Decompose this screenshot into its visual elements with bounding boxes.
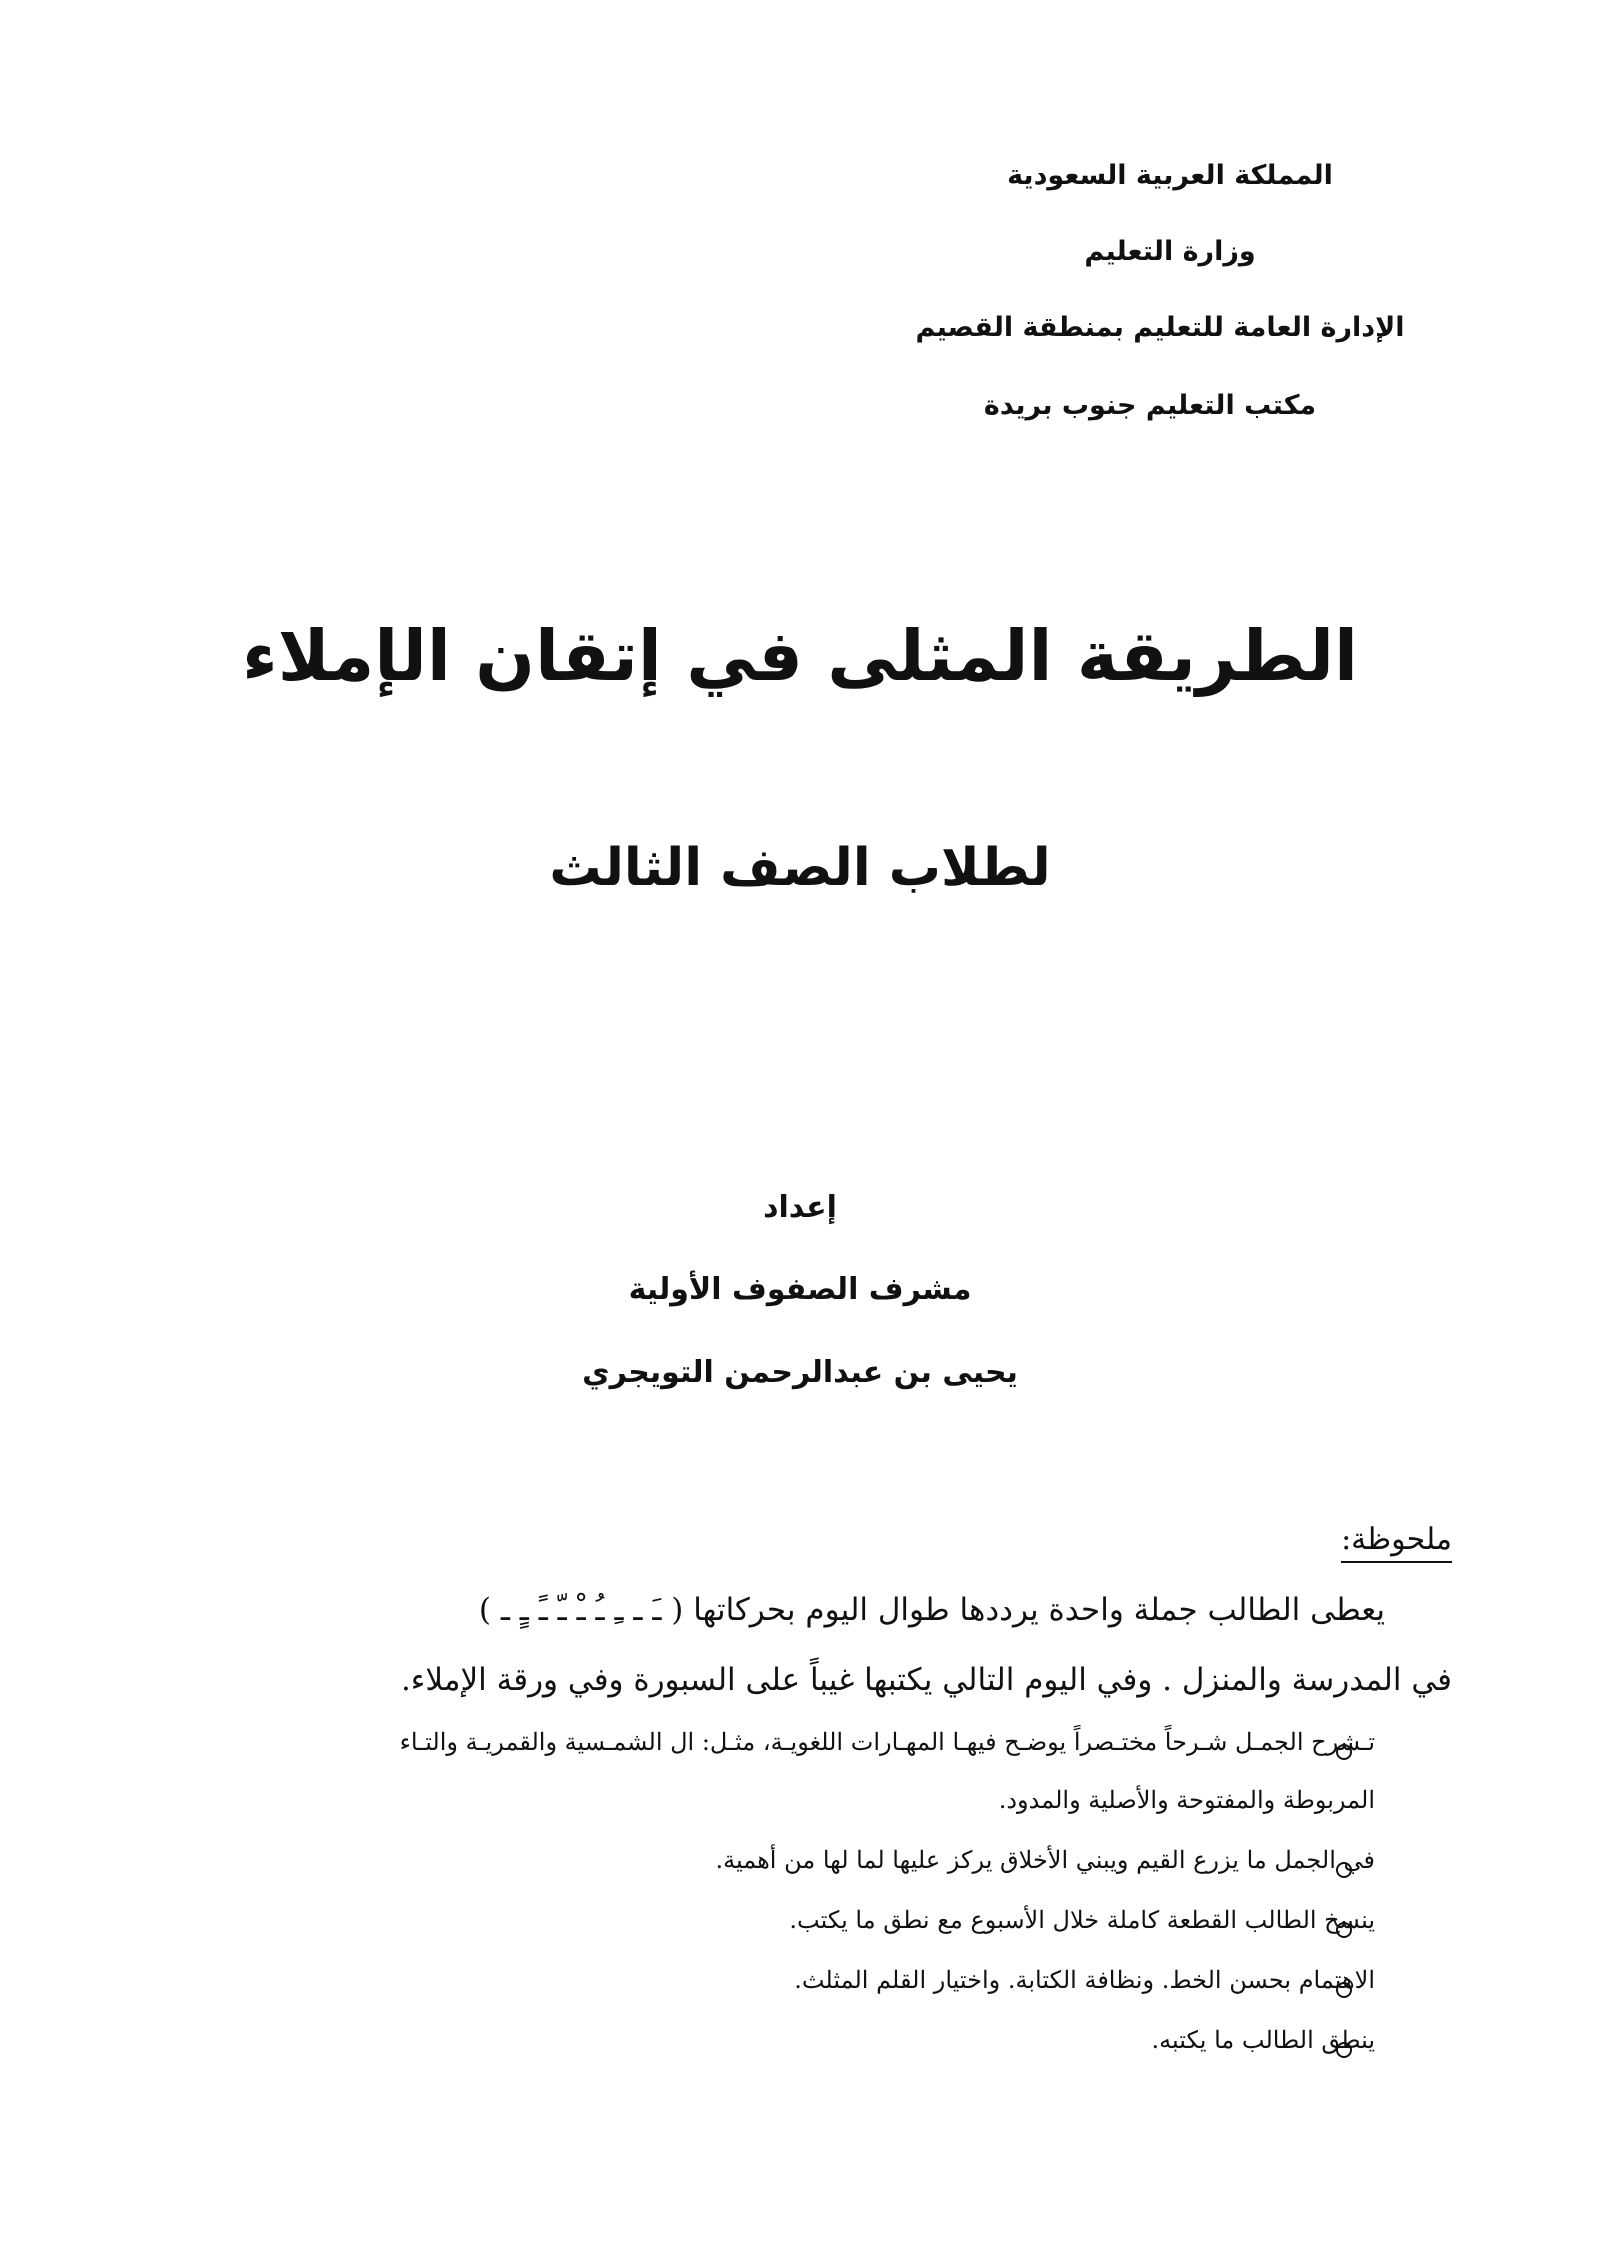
sub-title: لطلاب الصف الثالث [549,838,1051,898]
list-item-1-line-1: تـشرح الجمـل شـرحاً مختـصراً يوضـح فيهـا المهـارات اللغويـة، مثـل: ال الشمـسية والقمريـة والتـاء [399,1728,1375,1756]
header-country: المملكة العربية السعودية [1007,160,1333,191]
list-item-5: ينطق الطالب ما يكتبه. [1151,2026,1375,2054]
author-label: إعداد [763,1190,837,1225]
note-paragraph-line-2: في المدرسة والمنزل . وفي اليوم التالي يكتبها غيباً على السبورة وفي ورقة الإملاء. [400,1662,1452,1698]
note-paragraph-line-1: يعطى الطالب جملة واحدة يرددها طوال اليوم بحركاتها ( ـَ ـ ـِ ـُ ـْ ـّ ـً ـٍ ـ ) [478,1592,1385,1628]
note-heading: ملحوظة: [1341,1522,1452,1563]
header-ministry: وزارة التعليم [1084,236,1256,267]
list-item-2: في الجمل ما يزرع القيم ويبني الأخلاق يركز عليها لما لها من أهمية. [715,1846,1375,1874]
author-role: مشرف الصفوف الأولية [628,1272,972,1307]
list-item-1-line-2: المربوطة والمفتوحة والأصلية والمدود. [998,1786,1375,1814]
header-directorate: الإدارة العامة للتعليم بمنطقة القصيم [915,312,1405,343]
author-name: يحيى بن عبدالرحمن التويجري [582,1355,1018,1390]
list-item-3: ينسخ الطالب القطعة كاملة خلال الأسبوع مع نطق ما يكتب. [789,1906,1375,1934]
header-office: مكتب التعليم جنوب بريدة [983,390,1317,421]
list-item-4: الاهتمام بحسن الخط. ونظافة الكتابة. واختيار القلم المثلث. [794,1966,1375,1994]
main-title: الطريقة المثلى في إتقان الإملاء [242,615,1358,697]
